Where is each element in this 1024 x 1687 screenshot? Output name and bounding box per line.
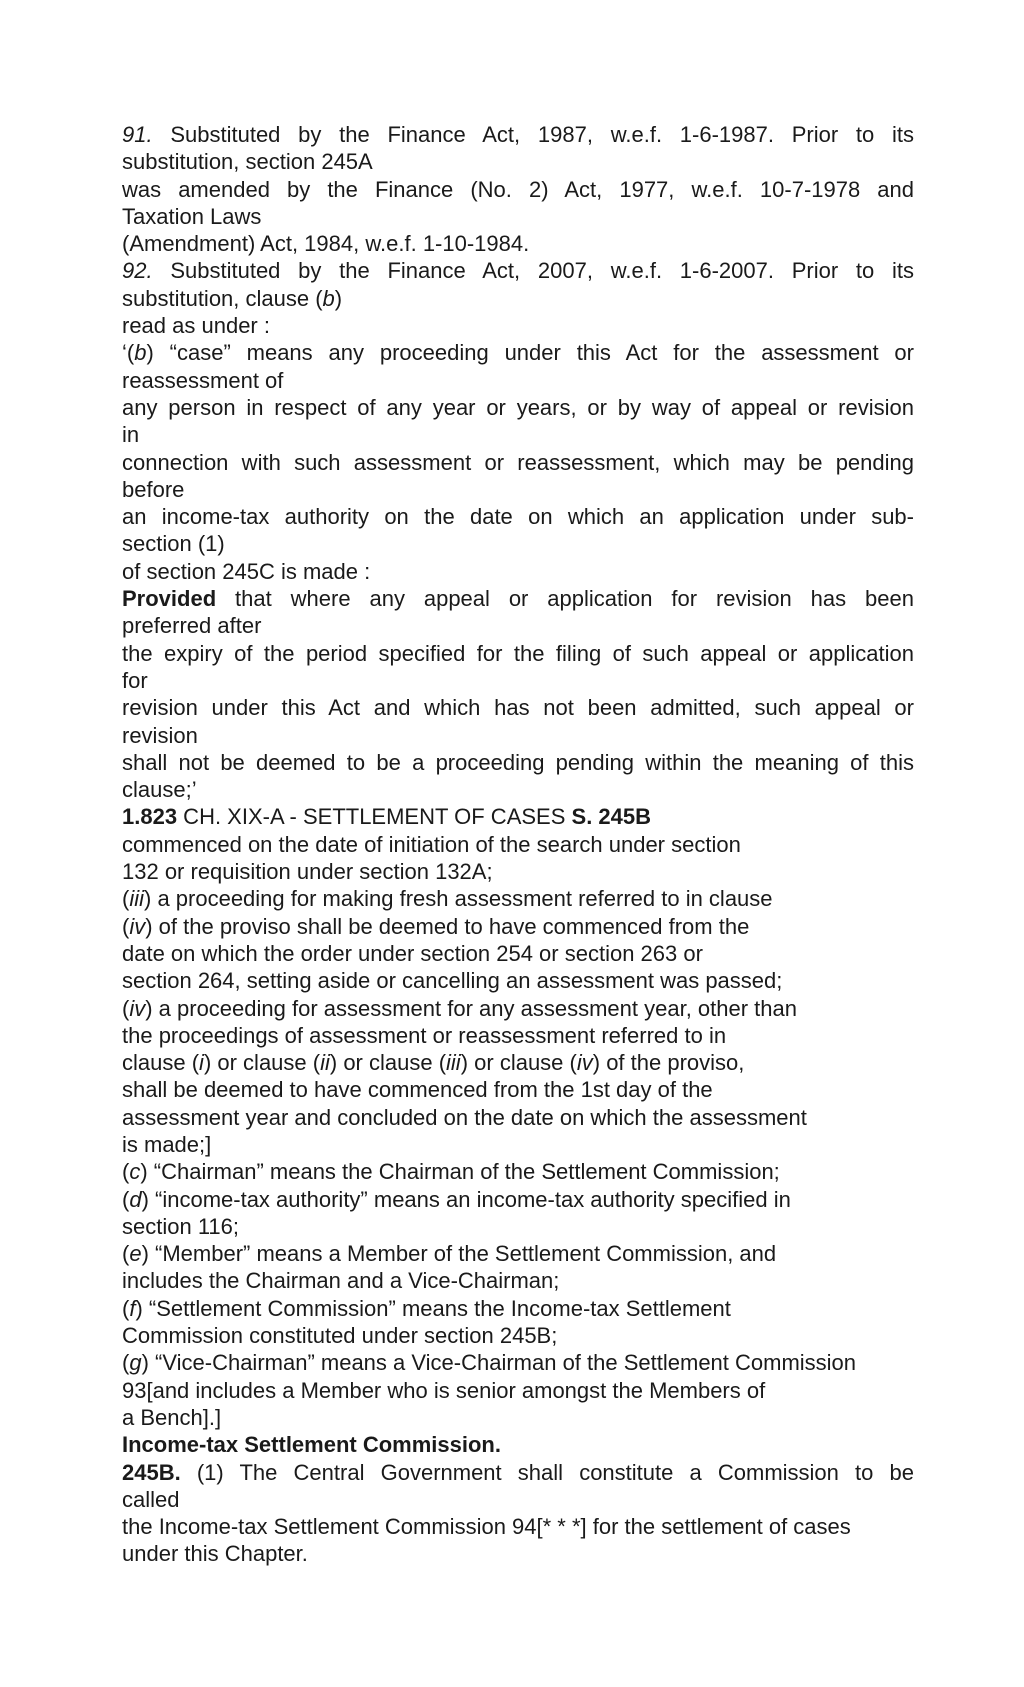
- footnote-number: 91.: [122, 122, 153, 147]
- footnote-number: 92.: [122, 258, 153, 284]
- chapter-title: CH. XIX-A - SETTLEMENT OF CASES: [177, 804, 572, 830]
- section-body: commenced on the date of initiation of the search under section 132 or requisition under section 132A; (iii) a proceeding for making fresh assessment referred to in clause (iv) of the proviso shall be deemed to have commenced from the date on which the order under section 254 or section 263 or section 264, setting aside or cancelling an assessment was passed; (iv) a proceeding for assessment for any assessment year, other than the proceedings of assessment or reassessment referred to in clause (i) or clause (ii) or clause (iii) or clause (iv) of the proviso, shall be deemed to have commenced from the 1st day of the assessment year and concluded on the date on which the assessment is made;] (c) “Chairman” means the Chairman of the Settlement Commission; (d) “income-tax authority” means an income-tax authority specified in section 116; (e) “Member” means a Member of the Settlement Commission, and includes the Chairman and a Vice-Chairman; (f) “Settlement Commission” means the Income-tax Settlement Commission constituted under section 245B; (g) “Vice-Chairman” means a Vice-Chairman of the Settlement Commission 93[and includes a Member who is senior amongst the Members of a Bench].]: [122, 831, 857, 1430]
- section-ref: S. 245B: [571, 804, 652, 830]
- footnote-91: 91. Substituted by the Finance Act, 1987, w.e.f. 1-6-1987. Prior to its substitution, section 245A was amended by the Finance (No. 2) Act, 1977, w.e.f. 10-7-1978 and Taxation Laws (Amendment) Act, 1984, w.e.f. 1-10-1984.: [122, 122, 914, 257]
- footnote-92: 92. Substituted by the Finance Act, 2007, w.e.f. 1-6-2007. Prior to its substitution, clause (b) read as under : ‘(b) “case” means any proceeding under this Act for the assessment or reassessment of any person in respect of any year or years, or by way of appeal or revision in connection with such assessment or reassessment, which may be pending before an income-tax authority on the date on which an application under sub- section (1) of section 245C is made : Provided that where any appeal or application for revision has been preferred after the expiry of the period specified for the filing of such appeal or application for revision under this Act and which has not been admitted, such appeal or revision shall not be deemed to be a proceeding pending within the meaning of this clause;’: [122, 258, 914, 803]
- running-header: [122, 803, 914, 830]
- proviso-label: Provided: [122, 586, 217, 612]
- section-number: 245B.: [122, 1459, 181, 1485]
- document-page: [122, 121, 914, 1568]
- section-heading: Income-tax Settlement Commission.: [122, 1432, 501, 1458]
- section-245b: Income-tax Settlement Commission. 245B. (1) The Central Government shall constitute a Commission to be called the Income-tax Settlement Commission 94[* * *] for the settlement of cases under this Chapter.: [122, 1432, 914, 1567]
- page-number: 1.823: [122, 804, 178, 830]
